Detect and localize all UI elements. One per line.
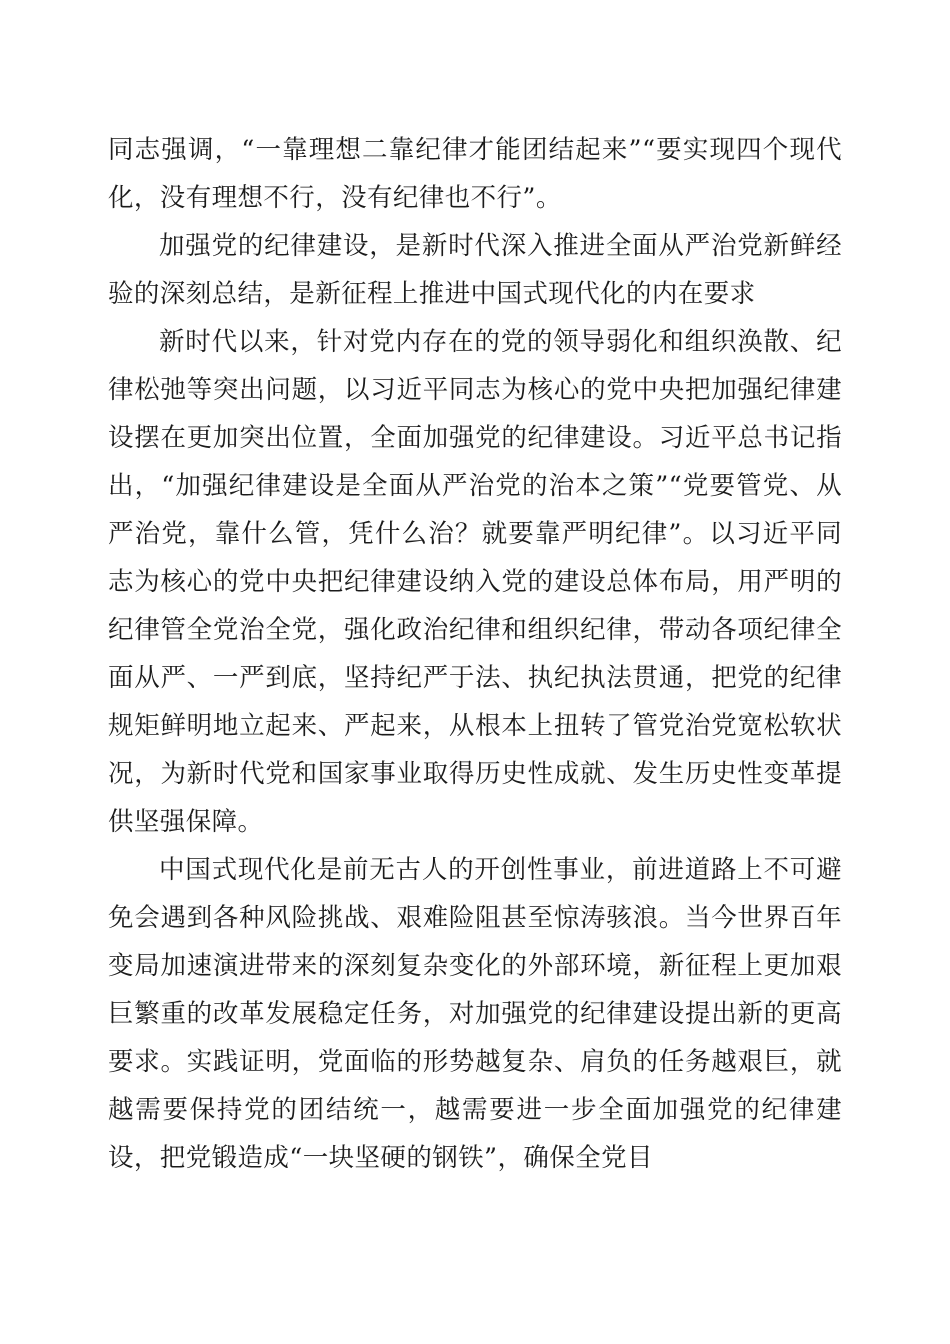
paragraph: 中国式现代化是前无古人的开创性事业，前进道路上不可避免会遇到各种风险挑战、艰难险阻甚至惊涛骇浪。当今世界百年变局加速演进带来的深刻复杂变化的外部环境，新征程上更加艰巨繁重的改革发展稳定任务，对加强党的纪律建设提出新的更高要求。实践证明，党面临的形势越复杂、肩负的任务越艰巨，就越需要保持党的团结统一，越需要进一步全面加强党的纪律建设，把党锻造成“一块坚硬的钢铁”，确保全党目 bbox=[108, 855, 842, 1173]
document-body bbox=[108, 126, 842, 1182]
paragraph: 同志强调，“一靠理想二靠纪律才能团结起来”“要实现四个现代化，没有理想不行，没有纪律也不行”。 bbox=[108, 135, 842, 213]
paragraph: 新时代以来，针对党内存在的党的领导弱化和组织涣散、纪律松弛等突出问题，以习近平同志为核心的党中央把加强纪律建设摆在更加突出位置，全面加强党的纪律建设。习近平总书记指出，“加强纪律建设是全面从严治党的治本之策”“党要管党、从严治党，靠什么管，凭什么治？就要靠严明纪律”。以习近平同志为核心的党中央把纪律建设纳入党的建设总体布局，用严明的纪律管全党治全党，强化政治纪律和组织纪律，带动各项纪律全面从严、一严到底，坚持纪严于法、执纪执法贯通，把党的纪律规矩鲜明地立起来、严起来，从根本上扭转了管党治党宽松软状况，为新时代党和国家事业取得历史性成就、发生历史性变革提供坚强保障。 bbox=[108, 327, 842, 837]
paragraph: 加强党的纪律建设，是新时代深入推进全面从严治党新鲜经验的深刻总结，是新征程上推进中国式现代化的内在要求 bbox=[108, 231, 842, 309]
